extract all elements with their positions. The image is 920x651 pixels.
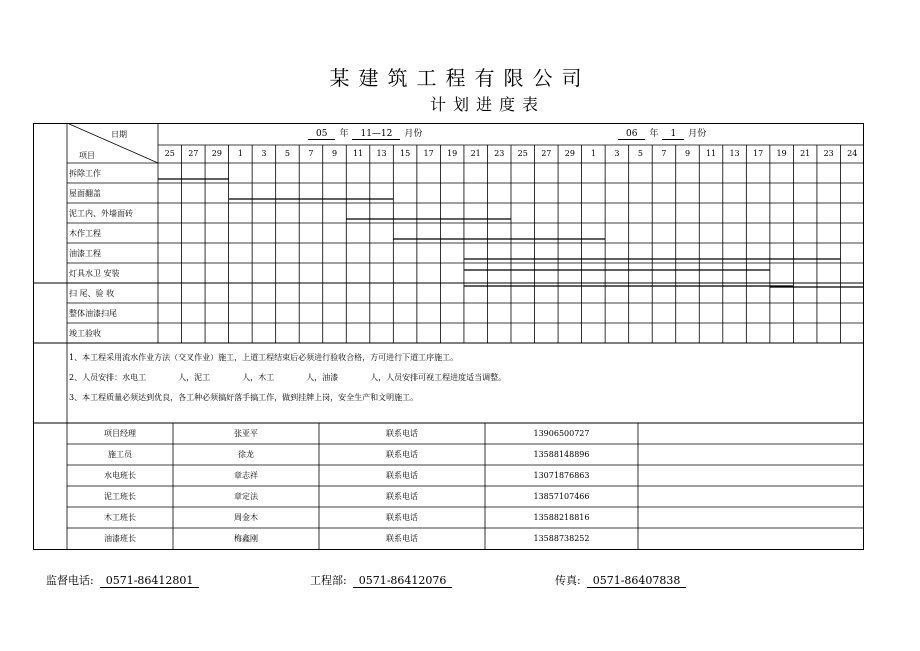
day-label: 11	[352, 149, 364, 158]
staff-phone: 13906500727	[533, 429, 590, 438]
task-name: 木作工程	[69, 229, 101, 238]
day-label: 21	[800, 149, 811, 158]
task-name: 油漆工程	[69, 249, 101, 258]
staff-name: 章志祥	[234, 471, 258, 480]
task-name: 整体油漆扫尾	[69, 309, 117, 318]
staff-phone: 13588218816	[533, 513, 590, 522]
month2-months: 1	[662, 129, 684, 140]
day-label: 24	[847, 149, 858, 158]
day-label: 27	[541, 149, 552, 158]
task-name: 屋面翻盖	[69, 189, 101, 198]
staff-name: 张亚平	[234, 429, 258, 438]
staff-name: 章定法	[234, 492, 258, 501]
day-label: 19	[776, 149, 787, 158]
day-label: 17	[423, 149, 434, 158]
day-label: 3	[614, 149, 620, 158]
contact-label: 联系电话	[386, 513, 418, 522]
day-label: 9	[331, 149, 338, 158]
page-subtitle: 计划进度表	[430, 95, 546, 114]
staff-role: 油漆班长	[104, 534, 136, 543]
day-label: 25	[164, 149, 175, 158]
month2-year: 06	[618, 129, 645, 140]
contact-label: 联系电话	[386, 450, 418, 459]
staff-name: 徐龙	[238, 450, 254, 459]
task-name: 竣工验收	[69, 329, 101, 338]
month1-year: 05	[308, 129, 335, 140]
day-label: 17	[753, 149, 764, 158]
day-label: 15	[400, 149, 411, 158]
dept-phone: 0571-86412076	[353, 574, 453, 588]
contact-label: 联系电话	[386, 492, 418, 501]
day-label: 5	[284, 149, 290, 158]
date-header-label: 日期	[111, 130, 127, 139]
day-label: 7	[661, 149, 667, 158]
day-label: 23	[494, 149, 505, 158]
day-label: 29	[211, 149, 222, 158]
contact-label: 联系电话	[386, 534, 418, 543]
fax-field	[555, 572, 686, 588]
day-label: 1	[237, 149, 243, 158]
schedule-table	[33, 123, 864, 550]
day-label: 9	[684, 149, 691, 158]
staff-phone: 13857107466	[533, 492, 590, 501]
fax-label: 传真:	[555, 574, 581, 587]
staff-phone: 13588148896	[533, 450, 590, 459]
month1-months: 11—12	[352, 129, 400, 140]
day-label: 1	[590, 149, 596, 158]
day-label: 3	[261, 149, 267, 158]
day-label: 5	[637, 149, 643, 158]
staff-name: 周金木	[234, 513, 258, 522]
day-label: 7	[308, 149, 314, 158]
day-label: 21	[470, 149, 481, 158]
note-line: 3、本工程质量必须达到优良，各工种必须搞好落手搞工作，做到挂牌上岗，安全生产和文明施工。	[69, 393, 419, 402]
month2-month-unit: 月份	[688, 129, 707, 139]
staff-role: 泥工班长	[104, 492, 136, 501]
staff-phone: 13071876863	[533, 471, 590, 480]
supervise-phone: 0571-86412801	[100, 574, 200, 588]
dept-phone-field	[310, 572, 452, 588]
month1-header	[308, 129, 426, 139]
staff-role: 水电班长	[104, 471, 136, 480]
task-name: 扫 尾、验 收	[69, 289, 115, 298]
staff-role: 施工员	[108, 450, 132, 459]
day-label: 11	[705, 149, 717, 158]
supervise-label: 监督电话:	[46, 574, 94, 587]
month1-year-unit: 年	[339, 129, 349, 139]
staff-role: 木工班长	[104, 513, 136, 522]
day-label: 19	[447, 149, 458, 158]
month2-header	[618, 129, 710, 139]
task-name: 泥工内、外墙面砖	[69, 209, 133, 218]
fax-phone: 0571-86407838	[587, 574, 687, 588]
task-name: 拆除工作	[69, 169, 101, 178]
month2-year-unit: 年	[649, 129, 659, 139]
day-label: 23	[823, 149, 834, 158]
task-name: 灯具水卫 安装	[69, 269, 120, 278]
dept-label: 工程部:	[310, 574, 347, 587]
day-label: 27	[188, 149, 199, 158]
day-label: 29	[564, 149, 575, 158]
contact-label: 联系电话	[386, 429, 418, 438]
staff-role: 项目经理	[104, 429, 136, 438]
day-label: 13	[376, 149, 387, 158]
supervise-phone-field	[46, 572, 199, 588]
note-line: 1、本工程采用流水作业方法（交叉作业）施工，上道工程结束后必须进行验收合格，方可进行下道工序施工。	[69, 353, 459, 362]
company-title: 某建筑工程有限公司	[329, 66, 591, 90]
month1-month-unit: 月份	[404, 129, 423, 139]
item-header-label: 项目	[79, 151, 95, 160]
staff-name: 梅鑫刚	[234, 534, 258, 543]
staff-phone: 13588738252	[533, 534, 590, 543]
contact-label: 联系电话	[386, 471, 418, 480]
day-label: 13	[729, 149, 740, 158]
note-line: 2、人员安排：水电工 人，泥工 人，木工 人，油漆 人，人员安排可视工程进度适当调整。	[69, 373, 507, 382]
day-label: 25	[517, 149, 528, 158]
table-grid	[33, 123, 864, 550]
